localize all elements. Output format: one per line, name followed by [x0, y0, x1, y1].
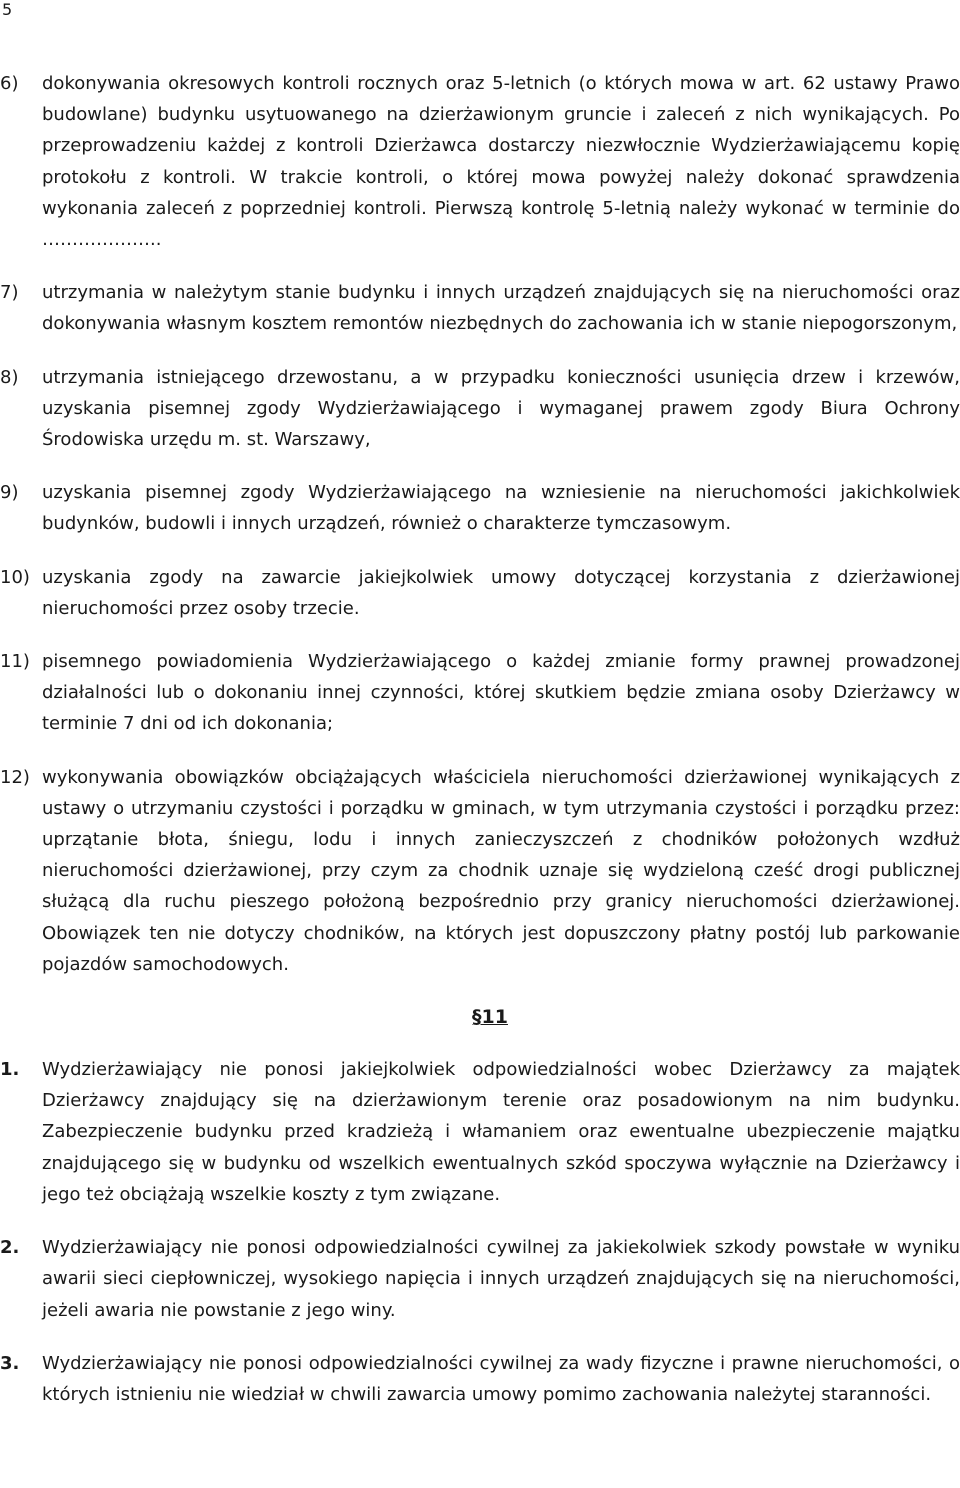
- section-title: §11: [472, 1006, 508, 1029]
- list-item: [0, 1232, 960, 1326]
- page-number: 5: [2, 0, 13, 19]
- list-item: [0, 762, 960, 980]
- list-item: [0, 1054, 960, 1210]
- list-item: [0, 562, 960, 624]
- list-item: [0, 68, 960, 255]
- item-number: 7): [0, 282, 19, 304]
- item-text: utrzymania w należytym stanie budynku i innych urządzeń znajdujących się na nieruchomości oraz dokonywania własnym kosztem remontów niezbędnych do zachowania ich w stanie niepogorszonym,: [42, 282, 960, 335]
- list-item: [0, 1348, 960, 1410]
- list-item: [0, 277, 960, 339]
- item-text: utrzymania istniejącego drzewostanu, a w przypadku konieczności usunięcia drzew i krzewów, uzyskania pisemnej zgody Wydzierżawiającego i wymaganej prawem zgody Biura Ochrony Środowiska urzędu m. st. Warszawy,: [42, 366, 960, 451]
- item-number: 8): [0, 366, 19, 388]
- item-number: 9): [0, 482, 19, 504]
- item-text: dokonywania okresowych kontroli rocznych oraz 5-letnich (o których mowa w art. 62 ustawy Prawo budowlane) budynku usytuowanego na dzierżawionym gruncie i zaleceń z nich wynikających. Po przeprowadzeniu każdej z kontroli Dzierżawca dostarczy niezwłocznie Wydzierżawiającemu kopię protokołu z kontroli. W trakcie kontroli, o której mowa powyżej należy dokonać sprawdzenia wykonania zaleceń z poprzedniej kontroli. Pierwszą kontrolę 5-letnią należy wykonać w terminie do ………………..: [42, 73, 960, 251]
- item-text: Wydzierżawiający nie ponosi odpowiedzialności cywilnej za jakiekolwiek szkody powstałe w wyniku awarii sieci ciepłowniczej, wysokiego napięcia i innych urządzeń znajdujących się na nieruchomości, jeżeli awaria nie powstanie z jego winy.: [42, 1237, 960, 1321]
- list-item: [0, 362, 960, 456]
- item-text: Wydzierżawiający nie ponosi jakiejkolwiek odpowiedzialności wobec Dzierżawcy za majątek Dzierżawcy znajdujący się na dzierżawionym terenie oraz posadowionym na nim budynku. Zabezpieczenie budynku przed kradzieżą i włamaniem oraz ewentualne ubezpieczenie majątku znajdującego się w budynku od wszelkich ewentualnych szkód spoczywa wyłącznie na Dzierżawcy i jego też obciążają wszelkie koszty z tym związane.: [42, 1059, 960, 1205]
- item-number: 12): [0, 766, 30, 788]
- item-text: pisemnego powiadomienia Wydzierżawiającego o każdej zmianie formy prawnej prowadzonej działalności lub o dokonaniu innej czynności, której skutkiem będzie zmiana osoby Dzierżawcy w terminie 7 dni od ich dokonania;: [42, 651, 960, 735]
- item-text: wykonywania obowiązków obciążających właściciela nieruchomości dzierżawionej wynikających z ustawy o utrzymaniu czystości i porządku w gminach, w tym utrzymania czystości i porządku przez: uprzątanie błota, śniegu, lodu i innych zanieczyszczeń z chodników położonych wzdłuż nieruchomości dzierżawionej, przy czym za chodnik uznaje się wydzieloną cześć drogi publicznej służącą dla ruchu pieszego położoną bezpośrednio przy granicy nieruchomości dzierżawionej. Obowiązek ten nie dotyczy chodników, na których jest dopuszczony płatny postój lub parkowanie pojazdów samochodowych.: [42, 766, 960, 975]
- item-number: 11): [0, 651, 30, 673]
- item-text: Wydzierżawiający nie ponosi odpowiedzialności cywilnej za wady fizyczne i prawne nieruchomości, o których istnieniu nie wiedział w chwili zawarcia umowy pomimo zachowania należytej staranności.: [42, 1352, 960, 1405]
- item-number: 10): [0, 566, 30, 588]
- list-item: [0, 477, 960, 539]
- item-number: 2.: [0, 1237, 20, 1259]
- item-number: 6): [0, 73, 19, 94]
- item-text: uzyskania pisemnej zgody Wydzierżawiającego na wzniesienie na nieruchomości jakichkolwiek budynków, budowli i innych urządzeń, również o charakterze tymczasowym.: [42, 482, 960, 535]
- item-number: 1.: [0, 1059, 20, 1081]
- document-body: [0, 68, 960, 1432]
- item-text: uzyskania zgody na zawarcie jakiejkolwiek umowy dotyczącej korzystania z dzierżawionej nieruchomości przez osoby trzecie.: [42, 566, 960, 619]
- section-heading: [0, 1002, 960, 1032]
- list-item: [0, 646, 960, 740]
- item-number: 3.: [0, 1352, 20, 1374]
